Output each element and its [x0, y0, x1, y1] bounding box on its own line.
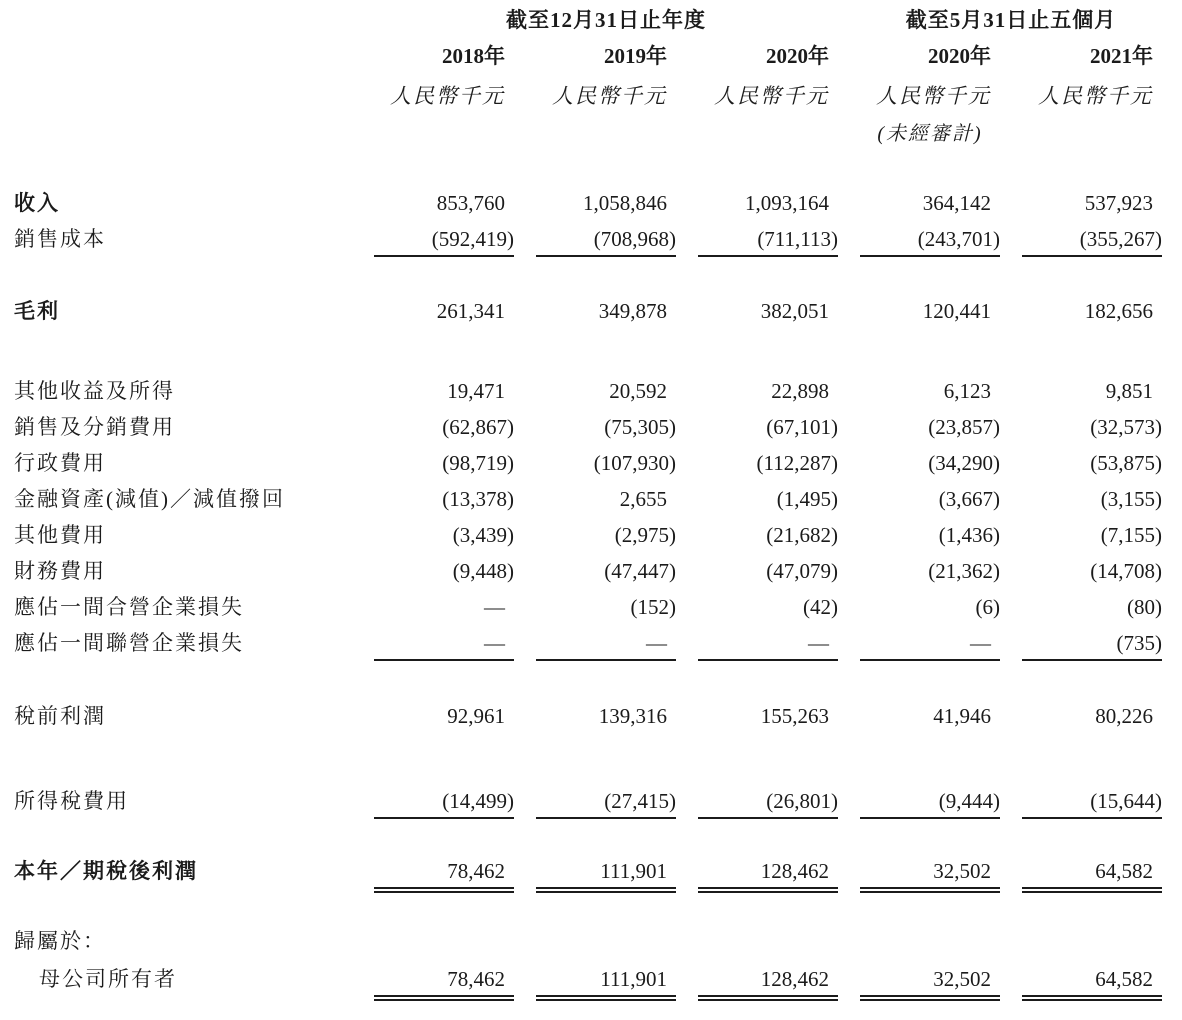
empty-cell	[698, 122, 838, 146]
column-header-2018: 2018年	[442, 44, 505, 68]
value-cell: 9,851	[1105, 379, 1153, 403]
value-cell: (1,495)	[776, 487, 838, 511]
empty-cell	[536, 122, 676, 146]
unit-header: 人民幣千元	[714, 84, 829, 108]
value-cell: (152)	[630, 595, 676, 619]
value-cell: (592,419)	[374, 221, 514, 257]
value-cell: (3,155)	[1100, 487, 1162, 511]
value-cell: (21,362)	[928, 559, 1000, 583]
unaudited-note-row	[14, 122, 1162, 146]
row-label: 收入	[14, 191, 60, 215]
row-label: 銷售及分銷費用	[14, 415, 175, 439]
value-cell: (2,975)	[614, 523, 676, 547]
value-cell: (735)	[1022, 625, 1162, 661]
value-cell: 182,656	[1084, 299, 1153, 323]
row-share-of-loss-of-an-associate	[14, 625, 1162, 661]
row-profit-before-tax	[14, 698, 1162, 734]
row-label: 應佔一間合營企業損失	[14, 595, 244, 619]
column-header-2021-5m: 2021年	[1090, 44, 1153, 68]
row-profit-after-tax	[14, 853, 1162, 889]
value-cell: 128,462	[698, 853, 838, 889]
row-label: 其他收益及所得	[14, 379, 175, 403]
column-header-2020: 2020年	[766, 44, 829, 68]
empty-cell	[698, 923, 838, 959]
row-label: 銷售成本	[14, 227, 106, 251]
row-owners-of-the-parent	[14, 961, 1162, 997]
year-header-row	[14, 44, 1162, 68]
row-administrative-expenses	[14, 445, 1162, 481]
row-label: 本年／期稅後利潤	[14, 859, 198, 883]
row-label: 毛利	[14, 299, 60, 323]
row-other-expenses	[14, 517, 1162, 553]
value-cell: —	[698, 625, 838, 661]
value-cell: (98,719)	[442, 451, 514, 475]
value-cell: 92,961	[447, 704, 505, 728]
value-cell: 1,093,164	[745, 191, 829, 215]
row-label: 行政費用	[14, 451, 106, 475]
row-label: 財務費用	[14, 559, 106, 583]
value-cell: (14,499)	[374, 783, 514, 819]
row-label: 歸屬於：	[14, 929, 106, 953]
value-cell: (34,290)	[928, 451, 1000, 475]
value-cell: (107,930)	[593, 451, 676, 475]
value-cell: (15,644)	[1022, 783, 1162, 819]
row-selling-and-distribution-expenses	[14, 409, 1162, 445]
value-cell: —	[860, 625, 1000, 661]
value-cell: (42)	[803, 595, 838, 619]
row-label: 其他費用	[14, 523, 106, 547]
value-cell: (47,447)	[604, 559, 676, 583]
value-cell: —	[374, 625, 514, 661]
value-cell: (3,667)	[938, 487, 1000, 511]
value-cell: —	[536, 625, 676, 661]
unit-header: 人民幣千元	[876, 84, 991, 108]
value-cell: 364,142	[922, 191, 991, 215]
row-label: 母公司所有者	[39, 967, 177, 991]
value-cell: 155,263	[760, 704, 829, 728]
value-cell: (9,444)	[860, 783, 1000, 819]
value-cell: (53,875)	[1090, 451, 1162, 475]
row-label: 稅前利潤	[14, 704, 106, 728]
empty-cell	[1022, 122, 1162, 146]
value-cell: (13,378)	[442, 487, 514, 511]
row-attributable-to	[14, 923, 1162, 959]
value-cell: (7,155)	[1100, 523, 1162, 547]
row-finance-costs	[14, 553, 1162, 589]
unit-header: 人民幣千元	[552, 84, 667, 108]
value-cell: 78,462	[374, 853, 514, 889]
unit-header: 人民幣千元	[1038, 84, 1153, 108]
row-label: 所得稅費用	[14, 789, 129, 813]
row-income-tax-expense	[14, 783, 1162, 819]
value-cell: (75,305)	[604, 415, 676, 439]
value-cell: (21,682)	[766, 523, 838, 547]
value-cell: 1,058,846	[583, 191, 667, 215]
value-cell: 41,946	[933, 704, 991, 728]
header-label-spacer	[14, 8, 352, 32]
unaudited-note: (未經審計)	[877, 123, 983, 145]
value-cell: 6,123	[943, 379, 991, 403]
value-cell: (243,701)	[860, 221, 1000, 257]
value-cell: (711,113)	[698, 221, 838, 257]
value-cell: (9,448)	[452, 559, 514, 583]
value-cell: 64,582	[1022, 853, 1162, 889]
value-cell: (47,079)	[766, 559, 838, 583]
value-cell: (14,708)	[1090, 559, 1162, 583]
value-cell: 120,441	[922, 299, 991, 323]
period-group-header-row	[14, 8, 1162, 32]
empty-cell	[536, 923, 676, 959]
column-header-2019: 2019年	[604, 44, 667, 68]
value-cell: 382,051	[760, 299, 829, 323]
value-cell: (27,415)	[536, 783, 676, 819]
row-label: 應佔一間聯營企業損失	[14, 631, 244, 655]
header-label-spacer	[14, 122, 352, 146]
value-cell: —	[484, 595, 505, 619]
value-cell: 22,898	[771, 379, 829, 403]
value-cell: 537,923	[1084, 191, 1153, 215]
empty-cell	[860, 923, 1000, 959]
unit-header: 人民幣千元	[390, 84, 505, 108]
value-cell: 853,760	[436, 191, 505, 215]
row-gross-profit	[14, 293, 1162, 329]
row-revenue	[14, 185, 1162, 221]
empty-cell	[374, 923, 514, 959]
value-cell: (26,801)	[698, 783, 838, 819]
empty-cell	[374, 122, 514, 146]
group-header-five-months-ended-may31: 截至5月31日止五個月	[905, 8, 1117, 32]
value-cell: (23,857)	[928, 415, 1000, 439]
value-cell: 111,901	[536, 961, 676, 997]
group-header-year-ended-dec31: 截至12月31日止年度	[506, 8, 706, 32]
value-cell: 64,582	[1022, 961, 1162, 997]
empty-cell	[1022, 923, 1162, 959]
value-cell: 32,502	[860, 853, 1000, 889]
value-cell: 261,341	[436, 299, 505, 323]
row-label: 金融資產(減值)／減值撥回	[14, 487, 285, 511]
value-cell: (1,436)	[938, 523, 1000, 547]
row-cost-of-sales	[14, 221, 1162, 257]
value-cell: 349,878	[598, 299, 667, 323]
header-label-spacer	[14, 84, 352, 108]
value-cell: 78,462	[374, 961, 514, 997]
value-cell: 32,502	[860, 961, 1000, 997]
value-cell: 139,316	[598, 704, 667, 728]
value-cell: 19,471	[447, 379, 505, 403]
value-cell: 20,592	[609, 379, 667, 403]
value-cell: 2,655	[619, 487, 667, 511]
unit-header-row	[14, 84, 1162, 108]
value-cell: (3,439)	[452, 523, 514, 547]
value-cell: 80,226	[1095, 704, 1153, 728]
value-cell: (355,267)	[1022, 221, 1162, 257]
row-other-income-and-gains	[14, 373, 1162, 409]
value-cell: (67,101)	[766, 415, 838, 439]
value-cell: (32,573)	[1090, 415, 1162, 439]
value-cell: 128,462	[698, 961, 838, 997]
value-cell: (80)	[1127, 595, 1162, 619]
row-impairment-of-financial-assets	[14, 481, 1162, 517]
value-cell: (708,968)	[536, 221, 676, 257]
row-share-of-loss-of-a-joint-venture	[14, 589, 1162, 625]
value-cell: 111,901	[536, 853, 676, 889]
value-cell: (6)	[975, 595, 1000, 619]
column-header-2020-5m: 2020年	[928, 44, 991, 68]
value-cell: (62,867)	[442, 415, 514, 439]
value-cell: (112,287)	[756, 451, 838, 475]
header-label-spacer	[14, 44, 352, 68]
